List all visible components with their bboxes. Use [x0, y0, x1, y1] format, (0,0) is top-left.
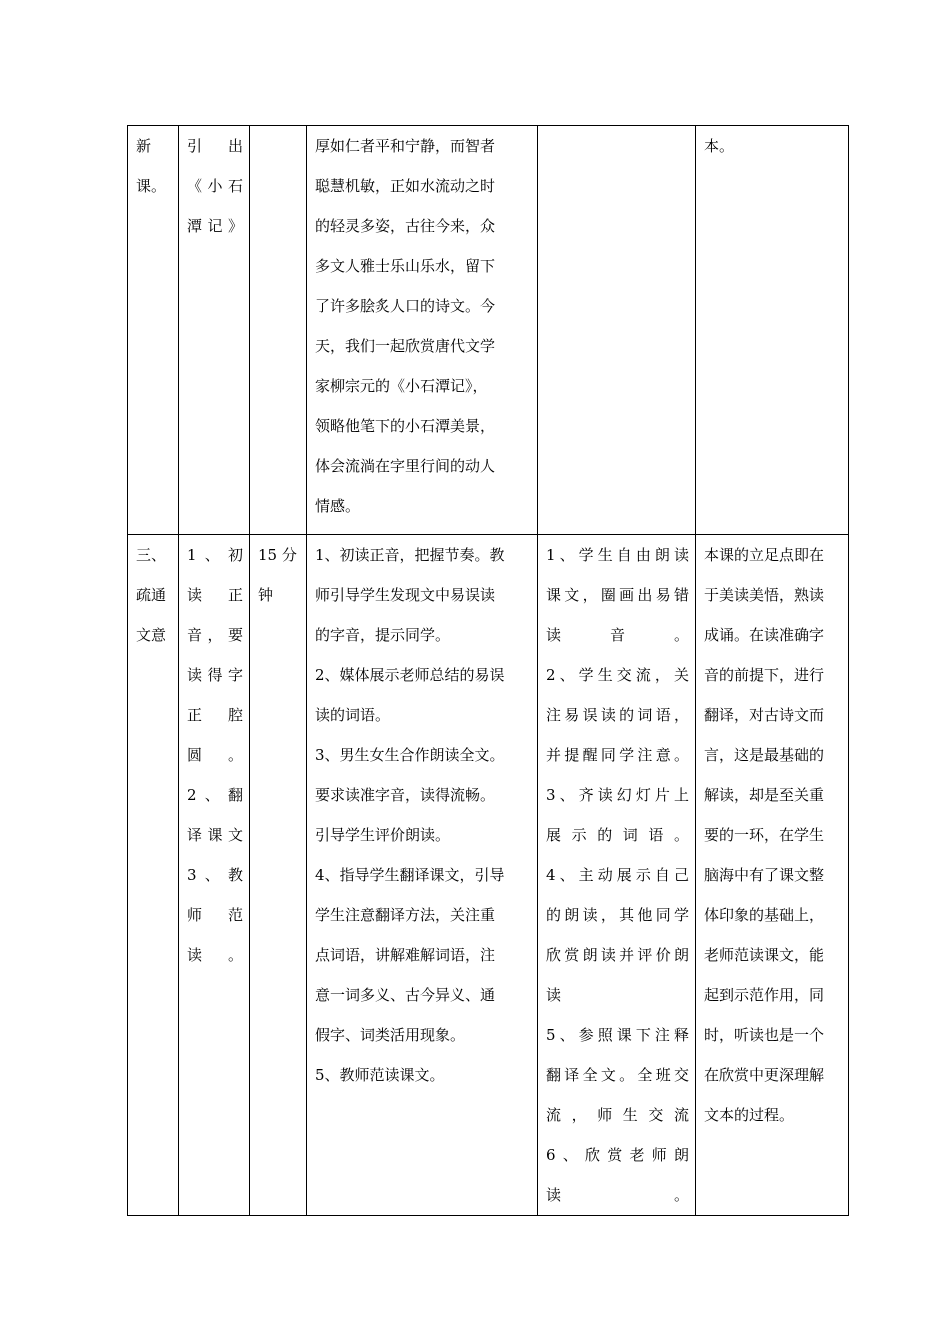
cell-text-line: 4、指导学生翻译课文，引导: [315, 866, 505, 884]
cell-text-line: 译课文: [187, 826, 243, 844]
cell-text-line: 体印象的基础上，: [704, 906, 825, 924]
cell-text-line: 天，我们一起欣赏唐代文学: [315, 337, 496, 355]
student-activity-cell: [538, 126, 696, 535]
time-cell: [250, 126, 307, 535]
cell-text-line: 本。: [704, 137, 735, 155]
cell-text-line: 时，听读也是一个: [704, 1026, 825, 1044]
cell-text-line: 并提醒同学注意。: [546, 746, 689, 764]
cell-text-line: 引导学生评价朗读。: [315, 826, 451, 844]
cell-text-line: 假字、词类活用现象。: [315, 1026, 466, 1044]
cell-text-line: 6、欣赏老师朗: [546, 1146, 689, 1164]
cell-text-line: 读的词语。: [315, 706, 391, 724]
cell-text-line: 翻译，对古诗文而: [704, 706, 825, 724]
cell-text-line: 15 分: [258, 546, 297, 564]
cell-text-line: 2、媒体展示老师总结的易误: [315, 666, 505, 684]
cell-text-line: 家柳宗元的《小石潭记》，: [315, 377, 488, 395]
cell-text-line: 的朗读，其他同学: [546, 906, 689, 924]
cell-text-line: 1、学生自由朗读: [546, 546, 689, 564]
student-activity-cell: [538, 535, 696, 1216]
cell-text-line: 老师范读课文，能: [704, 946, 825, 964]
cell-text-line: 注易误读的词语，: [546, 706, 689, 724]
cell-text-line: 读得字: [187, 666, 243, 684]
cell-text-line: 意一词多义、古今异义、通: [315, 986, 496, 1004]
cell-text-line: 成诵。在读准确字: [704, 626, 825, 644]
cell-text-line: 4、主动展示自己: [546, 866, 689, 884]
cell-text-line: 在欣赏中更深理解: [704, 1066, 825, 1084]
cell-text-line: 潭记》: [187, 217, 243, 235]
cell-text-line: 3、男生女生合作朗读全文。: [315, 746, 505, 764]
cell-text-line: 展示的词语。: [546, 826, 689, 844]
cell-text-line: 情感。: [315, 497, 361, 515]
cell-text-line: 要求读准字音，读得流畅。: [315, 786, 496, 804]
cell-text-line: 5、参照课下注释: [546, 1026, 689, 1044]
cell-text-line: 1、初: [187, 546, 243, 564]
cell-text-line: 新: [136, 137, 152, 155]
cell-text-line: 欣赏朗读并评价朗: [546, 946, 689, 964]
cell-text-line: 于美读美悟，熟读: [704, 586, 825, 604]
lesson-plan-table: [127, 125, 849, 1216]
cell-text-line: 读 正: [187, 586, 243, 604]
cell-text-line: 学生注意翻译方法，关注重: [315, 906, 496, 924]
cell-text-line: 音，要: [187, 626, 243, 644]
cell-text-line: 《小石: [187, 177, 243, 195]
cell-text-line: 本课的立足点即在: [704, 546, 825, 564]
cell-text-line: 师 范: [187, 906, 243, 924]
cell-text-line: 领略他笔下的小石潭美景，: [315, 417, 496, 435]
cell-text-line: 三、: [136, 546, 167, 564]
cell-text-line: 1、初读正音，把握节奏。教: [315, 546, 505, 564]
cell-text-line: 2、翻: [187, 786, 243, 804]
cell-text-line: 2、学生交流，关: [546, 666, 689, 684]
cell-text-line: 文意: [136, 626, 167, 644]
cell-text-line: 读: [546, 986, 562, 1004]
cell-text-line: 言，这是最基础的: [704, 746, 825, 764]
cell-text-line: 读音。: [546, 626, 689, 644]
teacher-activity-cell: [307, 535, 538, 1216]
cell-text-line: 要的一环，在学生: [704, 826, 825, 844]
cell-text-line: 翻译全文。全班交: [546, 1066, 689, 1084]
content-cell: [179, 126, 250, 535]
cell-text-line: 厚如仁者平和宁静，而智者: [315, 137, 496, 155]
cell-text-line: 起到示范作用，同: [704, 986, 825, 1004]
cell-text-line: 疏通: [136, 586, 167, 604]
cell-text-line: 圆。: [187, 746, 243, 764]
cell-text-line: 正 腔: [187, 706, 243, 724]
step-cell: [128, 535, 179, 1216]
cell-text-line: 的轻灵多姿，古往今来，众: [315, 217, 496, 235]
time-cell: [250, 535, 307, 1216]
cell-text-line: 引 出: [187, 137, 243, 155]
cell-text-line: 流，师生交流: [546, 1106, 689, 1124]
teacher-activity-cell: [307, 126, 538, 535]
cell-text-line: 解读，却是至关重: [704, 786, 825, 804]
cell-text-line: 3、教: [187, 866, 243, 884]
table-row: [128, 535, 849, 1216]
cell-text-line: 读。: [546, 1186, 689, 1204]
cell-text-line: 体会流淌在字里行间的动人: [315, 457, 496, 475]
cell-text-line: 读。: [187, 946, 243, 964]
cell-text-line: 师引导学生发现文中易误读: [315, 586, 496, 604]
content-cell: [179, 535, 250, 1216]
cell-text-line: 钟: [258, 586, 274, 604]
design-intent-cell: [696, 126, 849, 535]
cell-text-line: 音的前提下，进行: [704, 666, 825, 684]
cell-text-line: 的字音，提示同学。: [315, 626, 451, 644]
cell-text-line: 课文，圈画出易错: [546, 586, 689, 604]
step-cell: [128, 126, 179, 535]
cell-text-line: 点词语，讲解难解词语，注: [315, 946, 496, 964]
cell-text-line: 多文人雅士乐山乐水，留下: [315, 257, 496, 275]
cell-text-line: 5、教师范读课文。: [315, 1066, 445, 1084]
cell-text-line: 聪慧机敏，正如水流动之时: [315, 177, 496, 195]
cell-text-line: 脑海中有了课文整: [704, 866, 825, 884]
table-row: [128, 126, 849, 535]
cell-text-line: 了许多脍炙人口的诗文。今: [315, 297, 496, 315]
design-intent-cell: [696, 535, 849, 1216]
cell-text-line: 文本的过程。: [704, 1106, 795, 1124]
cell-text-line: 3、齐读幻灯片上: [546, 786, 689, 804]
cell-text-line: 课。: [136, 177, 167, 195]
